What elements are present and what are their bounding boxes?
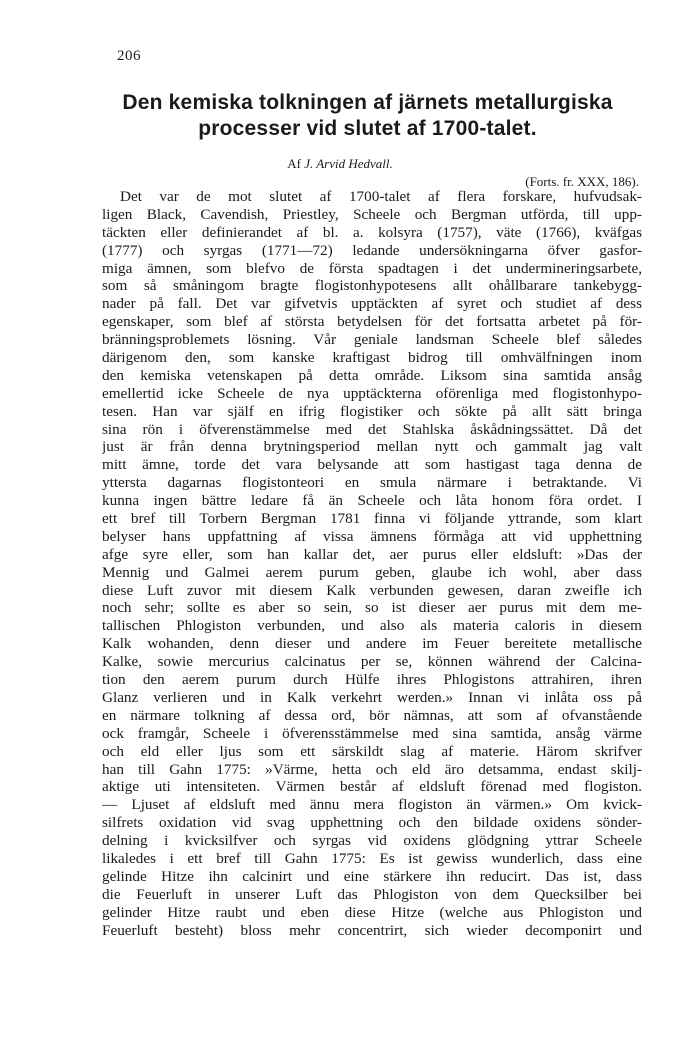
body-line: som så småningom bragte flogistonhypotesens allt ohållbarare tankebygg- xyxy=(102,277,642,295)
body-line: egenskaper, som blef af största betydelsen för det fortsatta arbetet på för- xyxy=(102,313,642,331)
body-line: die Feuerluft in unserer Luft das Phlogiston von dem Quecksilber bei xyxy=(102,885,642,903)
body-line: täckten eller definierandet af bl. a. kolsyra (1757), väte (1766), kväfgas xyxy=(102,223,642,241)
continuation-note: (Forts. fr. XXX, 186). xyxy=(525,174,639,189)
body-line: Kalke, sowie mercurius calcinatus per se, können während der Calcina- xyxy=(102,653,642,671)
body-text xyxy=(102,188,642,939)
author-prefix: Af xyxy=(287,156,305,171)
body-line: noch sehr; sollte es aber so sein, so ist dieser aer purus mit dem me- xyxy=(102,599,642,617)
body-line: Det var de mot slutet af 1700-talet af flera forskare, hufvudsak- xyxy=(120,188,642,205)
article-title-line-1: Den kemiska tolkningen af järnets metallurgiska xyxy=(122,91,613,114)
author-byline xyxy=(0,156,680,172)
body-line: Kalk wohanden, denn dieser und andere im Feuer bereitete metallische xyxy=(102,635,642,653)
body-line: aktige uti intensiteten. Värmen består af eldsluft förenad med flogiston. xyxy=(102,778,642,796)
body-line: likaledes i ett bref till Gahn 1775: Es ist gewiss wunderlich, dass eine xyxy=(102,849,642,867)
body-line: bränningsproblemets lösning. Vår geniale landsman Scheele blef således xyxy=(102,331,642,349)
body-line: den kemiska vetenskapen på detta område. Liksom sina samtida ansåg xyxy=(102,366,642,384)
body-line: miga ämnen, som blefvo de första spadtagen i det undermineringsarbete, xyxy=(102,259,642,277)
body-line: tallischen Phlogiston verbunden, und also als materia caloris in diesem xyxy=(102,617,642,635)
body-line: tion den aerem purum durch Hülfe ihres Phlogistons attrahiren, ihren xyxy=(102,671,642,689)
body-line: han till Gahn 1775: »Värme, hetta och eld äro detsamma, endast skilj- xyxy=(102,760,642,778)
page-number: 206 xyxy=(117,48,141,64)
body-line: en närmare tolkning af dessa ord, bör nämnas, att som af ofvanstående xyxy=(102,706,642,724)
body-line: sina rön i öfverenstämmelse med det Stahlska åskådningssättet. Då det xyxy=(102,420,642,438)
body-line: gelinder Hitze raubt und eben diese Hitze (welche aus Phlogiston und xyxy=(102,903,642,921)
body-line: delning i kvicksilfver och syrgas vid oxidens glödgning yttrar Scheele xyxy=(102,832,642,850)
body-line: afge syre eller, som han kallar det, aer purus eller eldsluft: »Das der xyxy=(102,545,642,563)
body-line: Feuerluft besteht) bloss mehr concentrirt, sich wieder decomponirt und xyxy=(102,921,642,939)
body-line: Mennig und Galmei aerem purum geben, glaube ich wohl, aber dass xyxy=(102,563,642,581)
body-line: silfrets oxidation vid svag upphettning och den bildade oxidens sönder- xyxy=(102,814,642,832)
body-line: ock framgår, Scheele i öfverensstämmelse med sina samtida, ansåg värme xyxy=(102,724,642,742)
body-line: och eld eller ljus som ett särskildt slag af materie. Härom skrifver xyxy=(102,742,642,760)
body-line: ett bref till Torbern Bergman 1781 finna vi följande yttrande, som klart xyxy=(102,510,642,528)
body-line: belyser hans uppfattning af vissa ämnens förmåga att vid upphettning xyxy=(102,527,642,545)
article-title-line-2: processer vid slutet af 1700-talet. xyxy=(198,117,537,140)
body-line: ligen Black, Cavendish, Priestley, Scheele och Bergman utförda, till upp- xyxy=(102,205,642,223)
body-line: just är från denna brytningsperiod mellan nytt och gammalt jag valt xyxy=(102,438,642,456)
body-line: Glanz verlieren und in Kalk verkehrt werden.» Innan vi inlåta oss på xyxy=(102,688,642,706)
body-line: gelinde Hitze ihn calcinirt und eine stärkere ihn reducirt. Das ist, dass xyxy=(102,867,642,885)
body-line: mitt ämne, torde det vara belysande att som hastigast taga denna de xyxy=(102,456,642,474)
body-line: yttersta dagarnas flogistonteori en smula närmare i betraktande. Vi xyxy=(102,474,642,492)
body-line: emellertid icke Scheele de nya upptäckterna oförenliga med flogistonhypo- xyxy=(102,384,642,402)
body-line: kunna ingen bättre ledare få än Scheele och låta honom föra ordet. I xyxy=(102,492,642,510)
body-line: därigenom den, som kanske kraftigast bidrog till omhvälfningen inom xyxy=(102,349,642,367)
body-line: nader på fall. Det var gifvetvis upptäckten af syret och studiet af dess xyxy=(102,295,642,313)
body-line: diese Luft zuvor mit diesem Kalk verbunden gewesen, daran zweifle ich xyxy=(102,581,642,599)
body-line: tesen. Han var själf en ifrig flogistiker och sökte på allt sätt bringa xyxy=(102,402,642,420)
body-line: (1777) och syrgas (1771—72) ledande undersökningarna öfver gasfor- xyxy=(102,241,642,259)
body-line: — Ljuset af eldsluft med ännu mera flogiston än värmen.» Om kvick- xyxy=(102,796,642,814)
author-name: J. Arvid Hedvall. xyxy=(304,156,393,171)
article-title xyxy=(90,90,645,142)
